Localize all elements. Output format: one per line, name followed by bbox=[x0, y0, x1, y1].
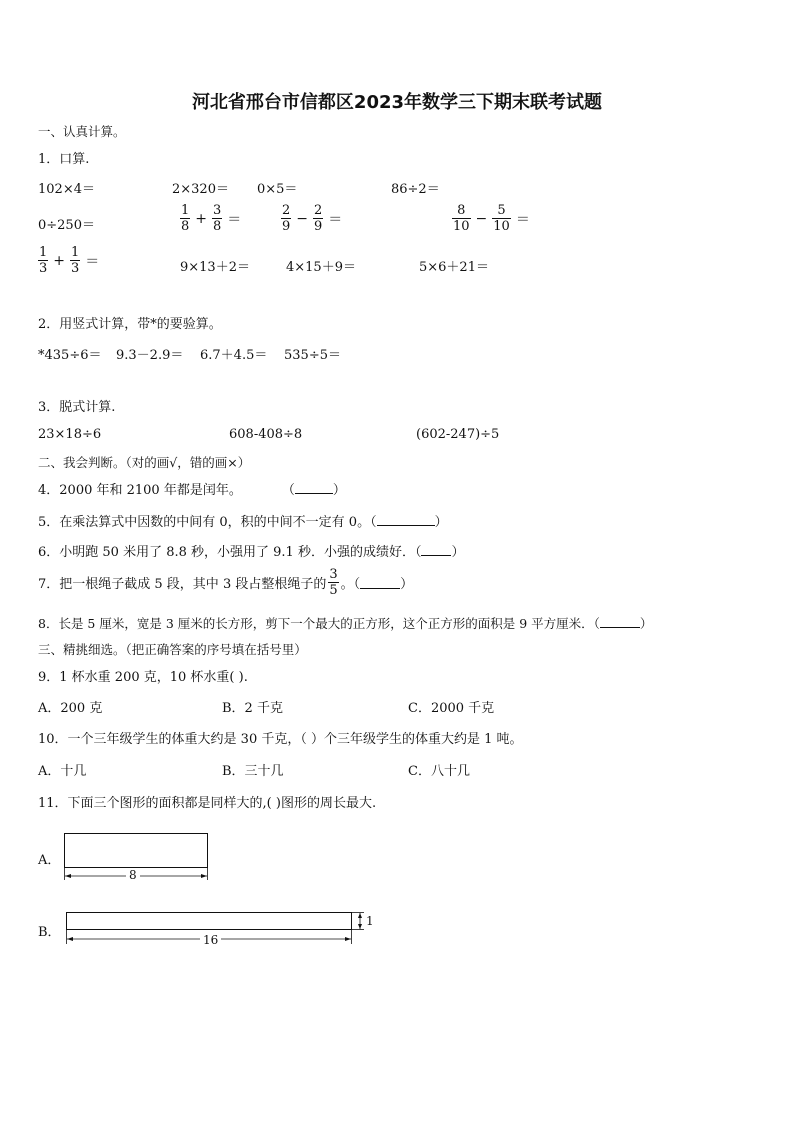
q2-item: *435÷6＝ bbox=[38, 348, 102, 363]
answer-blank[interactable] bbox=[295, 481, 333, 494]
figure-b-label: B． bbox=[38, 925, 61, 940]
q2-item: 6.7＋4.5＝ bbox=[200, 348, 268, 363]
section3-heading: 三、精挑细选。（把正确答案的序号填在括号里） bbox=[38, 642, 307, 657]
section2-heading: 二、我会判断。（对的画√，错的画×） bbox=[38, 455, 251, 470]
option-b[interactable]: B．三十几 bbox=[222, 764, 284, 779]
fraction: $\frac{1}{8}$ bbox=[181, 203, 190, 234]
q9-text: 9．1 杯水重 200 克，10 杯水重( ). bbox=[38, 670, 248, 685]
q1-item: 0÷250＝ bbox=[38, 218, 95, 233]
page-title: 河北省邢台市信都区2023年数学三下期末联考试题 bbox=[191, 92, 603, 113]
figure-b-width-label: 16 bbox=[200, 933, 221, 947]
fraction: $\frac{3}{5}$ bbox=[329, 567, 338, 598]
answer-blank[interactable] bbox=[421, 543, 451, 556]
q1-item: 2×320＝ bbox=[172, 182, 229, 197]
q3-item: 23×18÷6 bbox=[38, 427, 102, 442]
q4-line: 4．2000 年和 2100 年都是闰年。 （ ） bbox=[38, 483, 346, 498]
q3-item: (602-247)÷5 bbox=[416, 427, 500, 442]
fraction-expression: $\frac{1}{8}$ + $\frac{3}{8}$ ＝ bbox=[181, 203, 242, 234]
fraction: $\frac{5}{10}$ bbox=[493, 203, 510, 234]
fraction: $\frac{2}{9}$ bbox=[282, 203, 291, 234]
fraction: $\frac{1}{3}$ bbox=[71, 245, 80, 276]
q1-item: 4×15＋9＝ bbox=[286, 260, 356, 275]
q1-label: 1．口算. bbox=[38, 152, 90, 167]
fraction-expression: $\frac{2}{9}$ − $\frac{2}{9}$ ＝ bbox=[282, 203, 343, 234]
q2-item: 9.3－2.9＝ bbox=[116, 348, 184, 363]
option-b[interactable]: B．2 千克 bbox=[222, 701, 283, 716]
q10-text: 10．一个三年级学生的体重大约是 30 千克，（ ）个三年级学生的体重大约是 1 吨。 bbox=[38, 732, 523, 747]
q8-line: 8．长是 5 厘米，宽是 3 厘米的长方形，剪下一个最大的正方形，这个正方形的面积是 9 平方厘米．（ ） bbox=[38, 616, 653, 631]
q1-item: 86÷2＝ bbox=[391, 182, 440, 197]
q7-line: 7．把一根绳子截成 5 段，其中 3 段占整根绳子的 $\frac{3}{5}$ 。（ ） bbox=[38, 567, 414, 598]
fraction: $\frac{8}{10}$ bbox=[453, 203, 470, 234]
answer-blank[interactable] bbox=[600, 615, 640, 628]
q6-line: 6．小明跑 50 米用了 8.8 秒，小强用了 9.1 秒．小强的成绩好．（ ） bbox=[38, 545, 465, 560]
q3-item: 608-408÷8 bbox=[229, 427, 303, 442]
option-c[interactable]: C．八十几 bbox=[408, 764, 470, 779]
q1-item: 102×4＝ bbox=[38, 182, 95, 197]
figure-a-label: A． bbox=[38, 853, 61, 868]
fraction: $\frac{2}{9}$ bbox=[314, 203, 323, 234]
answer-blank[interactable] bbox=[377, 513, 435, 526]
q1-item: 9×13＋2＝ bbox=[180, 260, 250, 275]
section1-heading: 一、认真计算。 bbox=[38, 124, 126, 139]
fraction-expression: $\frac{1}{3}$ + $\frac{1}{3}$ ＝ bbox=[39, 245, 100, 276]
fraction-expression: $\frac{8}{10}$ − $\frac{5}{10}$ ＝ bbox=[453, 203, 530, 234]
fraction: $\frac{3}{8}$ bbox=[213, 203, 222, 234]
option-a[interactable]: A．200 克 bbox=[38, 701, 103, 716]
q2-item: 535÷5＝ bbox=[284, 348, 341, 363]
figure-a-width-label: 8 bbox=[126, 868, 140, 882]
q3-label: 3．脱式计算. bbox=[38, 400, 116, 415]
figure-b-height-label: 1 bbox=[366, 914, 374, 928]
q1-item: 5×6＋21＝ bbox=[419, 260, 489, 275]
q2-label: 2．用竖式计算，带*的要验算。 bbox=[38, 317, 222, 332]
answer-blank[interactable] bbox=[360, 576, 400, 589]
option-a[interactable]: A．十几 bbox=[38, 764, 87, 779]
q11-text: 11．下面三个图形的面积都是同样大的,( )图形的周长最大. bbox=[38, 796, 377, 811]
q1-item: 0×5＝ bbox=[257, 182, 298, 197]
option-c[interactable]: C．2000 千克 bbox=[408, 701, 495, 716]
q5-line: 5．在乘法算式中因数的中间有 0，积的中间不一定有 0。（ ） bbox=[38, 515, 448, 530]
fraction: $\frac{1}{3}$ bbox=[39, 245, 48, 276]
